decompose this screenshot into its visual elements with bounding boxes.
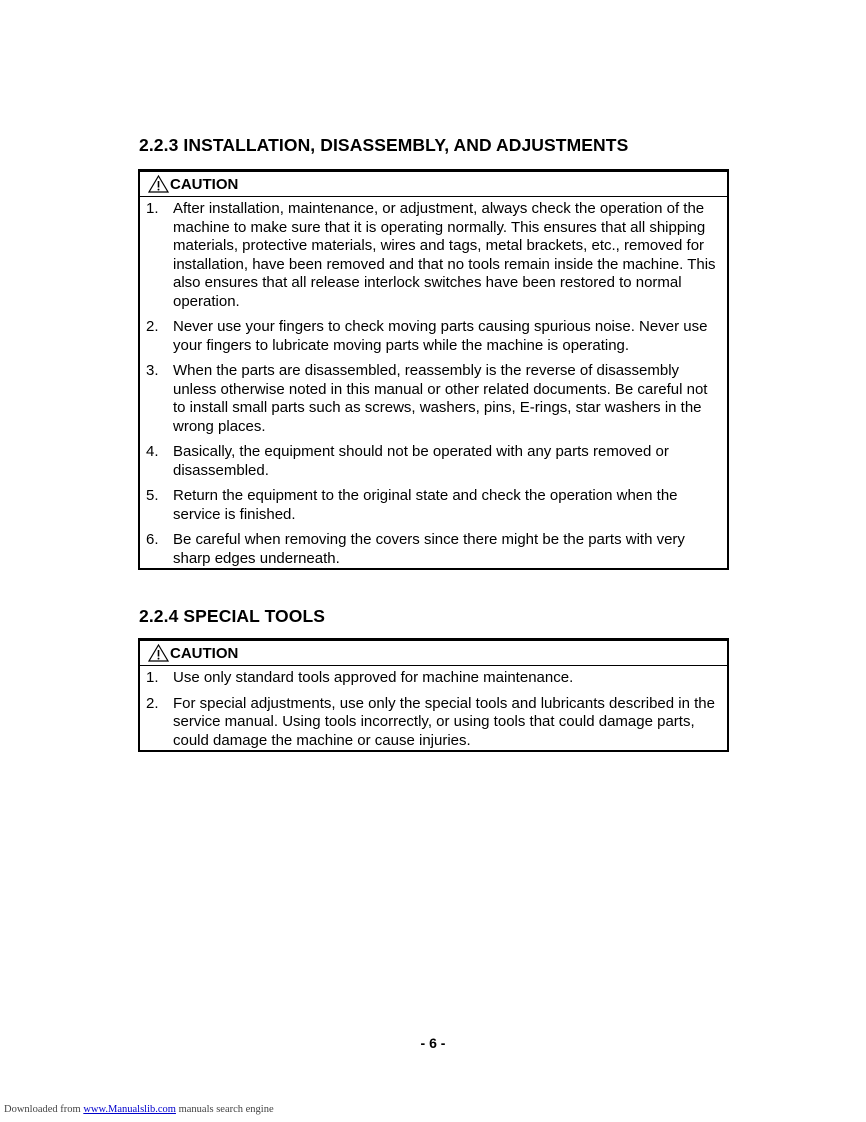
warning-triangle-icon	[148, 644, 169, 662]
caution-header	[140, 172, 727, 197]
item-text: Never use your fingers to check moving parts causing spurious noise. Never use your fingers to lubricate moving parts while the machine is operating.	[173, 318, 708, 354]
caution-label: CAUTION	[170, 175, 239, 193]
item-number: 5.	[146, 487, 159, 504]
item-number: 1.	[146, 669, 159, 686]
section-heading-installation: 2.2.3 INSTALLATION, DISASSEMBLY, AND ADJUSTMENTS	[139, 135, 629, 155]
list-item	[146, 443, 721, 487]
item-number: 2.	[146, 694, 159, 712]
warning-triangle-icon	[148, 175, 169, 193]
caution-list	[140, 666, 727, 750]
page-number: - 6 -	[420, 1035, 446, 1051]
item-number: 3.	[146, 362, 159, 379]
caution-label: CAUTION	[170, 644, 239, 662]
item-number: 2.	[146, 318, 159, 335]
footer-prefix: Downloaded from	[4, 1104, 84, 1115]
item-text: For special adjustments, use only the special tools and lubricants described in the service manual. Using tools incorrectly, or using tools that could damage parts, could damage the machine or cause injuries.	[173, 694, 715, 749]
caution-box-installation	[138, 169, 729, 570]
item-text: Basically, the equipment should not be operated with any parts removed or disassembled.	[173, 443, 669, 479]
caution-box-special-tools	[138, 638, 729, 752]
download-footer	[4, 1104, 274, 1115]
list-item	[146, 200, 721, 318]
section-heading-special-tools: 2.2.4 SPECIAL TOOLS	[139, 606, 326, 626]
item-text: Return the equipment to the original state and check the operation when the service is finished.	[173, 487, 678, 523]
item-number: 1.	[146, 200, 159, 217]
item-number: 4.	[146, 443, 159, 460]
list-item	[146, 318, 721, 362]
item-number: 6.	[146, 531, 159, 548]
list-item	[146, 695, 721, 751]
item-text: After installation, maintenance, or adjustment, always check the operation of the machine to make sure that it is operating normally. This ensures that all shipping materials, protective materials, wires and tags, metal brackets, etc., removed for installation, have been removed and that no tools remain inside the machine. This also ensures that all release interlock switches have been restored to normal operation.	[173, 200, 716, 310]
list-item	[146, 669, 721, 695]
caution-header	[140, 641, 727, 666]
caution-list	[140, 197, 727, 568]
item-text: Be careful when removing the covers since there might be the parts with very sharp edges underneath.	[173, 531, 685, 567]
footer-suffix: manuals search engine	[175, 1104, 274, 1115]
list-item	[146, 531, 721, 568]
list-item	[146, 487, 721, 531]
manualslib-link[interactable]: www.Manualslib.com	[83, 1104, 176, 1115]
item-text: When the parts are disassembled, reassembly is the reverse of disassembly unless otherwise noted in this manual or other related documents. Be careful not to install small parts such as screws, washers, pins, E-rings, star washers in the wrong places.	[173, 362, 708, 435]
item-text: Use only standard tools approved for machine maintenance.	[173, 669, 574, 686]
list-item	[146, 362, 721, 443]
